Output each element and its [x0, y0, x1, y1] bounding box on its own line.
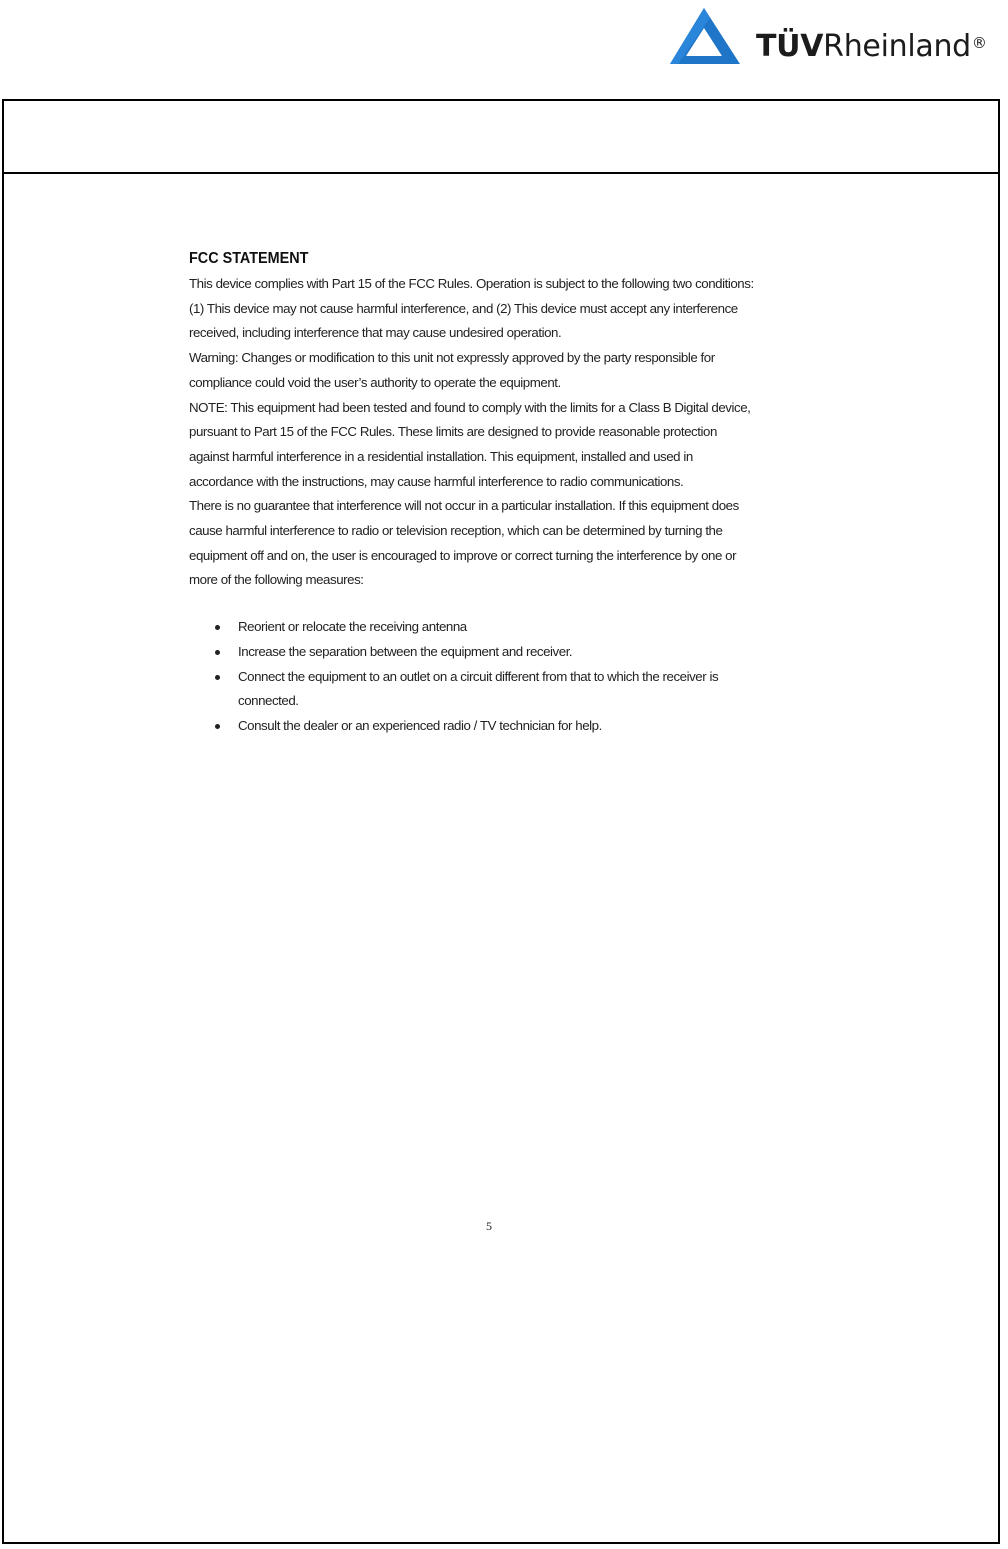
measures-list	[189, 615, 839, 739]
list-item-text: Consult the dealer or an experienced radio / TV technician for help.	[238, 717, 602, 733]
logo-wordmark	[756, 29, 987, 65]
bullet-icon	[215, 625, 220, 630]
bullet-icon	[215, 724, 220, 729]
tuv-triangle-icon	[670, 6, 750, 70]
document-content	[189, 248, 839, 739]
list-item	[189, 640, 839, 665]
bullet-icon	[215, 675, 220, 680]
list-item-text: Increase the separation between the equipment and receiver.	[238, 643, 573, 659]
list-item	[189, 665, 839, 714]
paragraph-guarantee: There is no guarantee that interference will not occur in a particular installation. If this equipment does cause harmful interference to radio or television reception, which can be determined by turning the equipment off and on, the user is encouraged to improve or correct turning the interference by one or more of the following measures:	[189, 498, 739, 588]
list-item	[189, 615, 839, 640]
list-item-text: Reorient or relocate the receiving antenna	[238, 619, 467, 635]
logo-brand-regular: Rheinland	[823, 29, 971, 64]
section-heading: FCC STATEMENT	[189, 250, 309, 267]
paragraph-warning: Warning: Changes or modification to this unit not expressly approved by the party responsible for compliance could void the user’s authority to operate the equipment.	[189, 350, 715, 390]
header-row	[4, 101, 998, 174]
bullet-icon	[215, 650, 220, 655]
paragraph-compliance: This device complies with Part 15 of the FCC Rules. Operation is subject to the following two conditions: (1) This device may not cause harmful interference, and (2) This device must accept any interference received, including interference that may cause undesired operation.	[189, 276, 754, 341]
page-number: 5	[486, 1219, 492, 1233]
registered-mark: ®	[971, 34, 987, 52]
tuv-rheinland-logo	[670, 6, 1000, 70]
list-item-text: Connect the equipment to an outlet on a circuit different from that to which the receiver is connected.	[238, 668, 719, 709]
paragraph-note: NOTE: This equipment had been tested and found to comply with the limits for a Class B Digital device, pursuant to Part 15 of the FCC Rules. These limits are designed to provide reasonable protection against harmful interference in a residential installation. This equipment, installed and used in accordance with the instructions, may cause harmful interference to radio communications.	[189, 399, 751, 489]
list-item	[189, 714, 839, 739]
logo-brand-bold: TÜV	[756, 29, 824, 64]
